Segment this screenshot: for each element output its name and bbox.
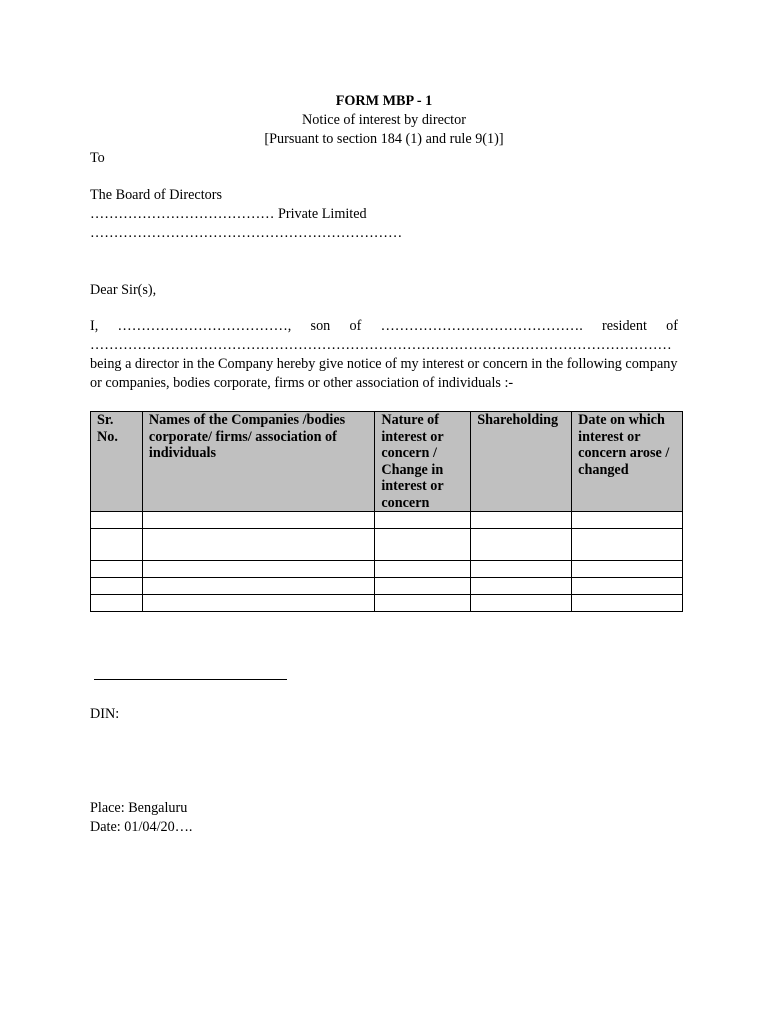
footer-place: Place: Bengaluru <box>90 800 188 816</box>
table-cell[interactable] <box>142 512 374 529</box>
table-cell[interactable] <box>375 561 471 578</box>
table-cell[interactable] <box>471 595 572 612</box>
table-header-date: Date on which interest or concern arose / changed <box>572 412 683 512</box>
table-header-names: Names of the Companies /bodies corporate/ firms/ association of individuals <box>142 412 374 512</box>
table-cell[interactable] <box>375 595 471 612</box>
table-cell[interactable] <box>572 561 683 578</box>
table-cell[interactable] <box>142 529 374 561</box>
table-cell[interactable] <box>375 529 471 561</box>
table-row <box>91 512 683 529</box>
declaration-father-blank: ……………………………………. <box>380 318 583 334</box>
table-cell[interactable] <box>142 595 374 612</box>
form-pursuant: [Pursuant to section 184 (1) and rule 9(1)] <box>264 131 504 147</box>
table-header-shareholding: Shareholding <box>471 412 572 512</box>
table-header-row <box>91 412 683 512</box>
table-cell[interactable] <box>471 529 572 561</box>
table-cell[interactable] <box>572 595 683 612</box>
address-board: The Board of Directors <box>90 187 222 203</box>
table-row <box>91 529 683 561</box>
table-cell[interactable] <box>375 512 471 529</box>
address-line: ………………………………………………………… <box>90 225 403 241</box>
interest-table <box>90 411 683 612</box>
declaration-of-2: of <box>666 318 678 334</box>
table-cell[interactable] <box>91 561 143 578</box>
table-cell[interactable] <box>471 578 572 595</box>
address-to: To <box>90 150 105 166</box>
declaration-son: son <box>310 318 331 334</box>
table-header-nature: Nature of interest or concern / Change in interest or concern <box>375 412 471 512</box>
table-cell[interactable] <box>91 512 143 529</box>
footer-date: Date: 01/04/20…. <box>90 819 193 835</box>
table-cell[interactable] <box>572 529 683 561</box>
table-cell[interactable] <box>572 512 683 529</box>
address-company-line: ………………………………… Private Limited <box>90 206 367 222</box>
table-header-sr-no: Sr. No. <box>91 412 143 512</box>
form-title: FORM MBP - 1 <box>335 93 433 109</box>
declaration-line <box>90 317 678 335</box>
table-row <box>91 595 683 612</box>
salutation: Dear Sir(s), <box>90 282 157 298</box>
din-label: DIN: <box>90 706 120 722</box>
declaration-name-blank: ………………………………, <box>117 318 292 334</box>
table-cell[interactable] <box>471 512 572 529</box>
table-cell[interactable] <box>142 578 374 595</box>
table-row <box>91 578 683 595</box>
declaration-residence-blank: …………………………………………………………………………………………………………… <box>90 337 672 353</box>
table-row <box>91 561 683 578</box>
declaration-body: being a director in the Company hereby give notice of my interest or concern in the following company or companies, bodies corporate, firms or other association of individuals :- <box>90 356 678 391</box>
declaration-i: I, <box>90 318 99 334</box>
table-cell[interactable] <box>142 561 374 578</box>
declaration-resident: resident <box>601 318 647 334</box>
declaration-of: of <box>349 318 362 334</box>
table-cell[interactable] <box>471 561 572 578</box>
table-cell[interactable] <box>375 578 471 595</box>
table-cell[interactable] <box>91 529 143 561</box>
table-cell[interactable] <box>572 578 683 595</box>
table-cell[interactable] <box>91 578 143 595</box>
form-subtitle: Notice of interest by director <box>302 112 466 128</box>
signature-line <box>94 679 287 680</box>
table-cell[interactable] <box>91 595 143 612</box>
